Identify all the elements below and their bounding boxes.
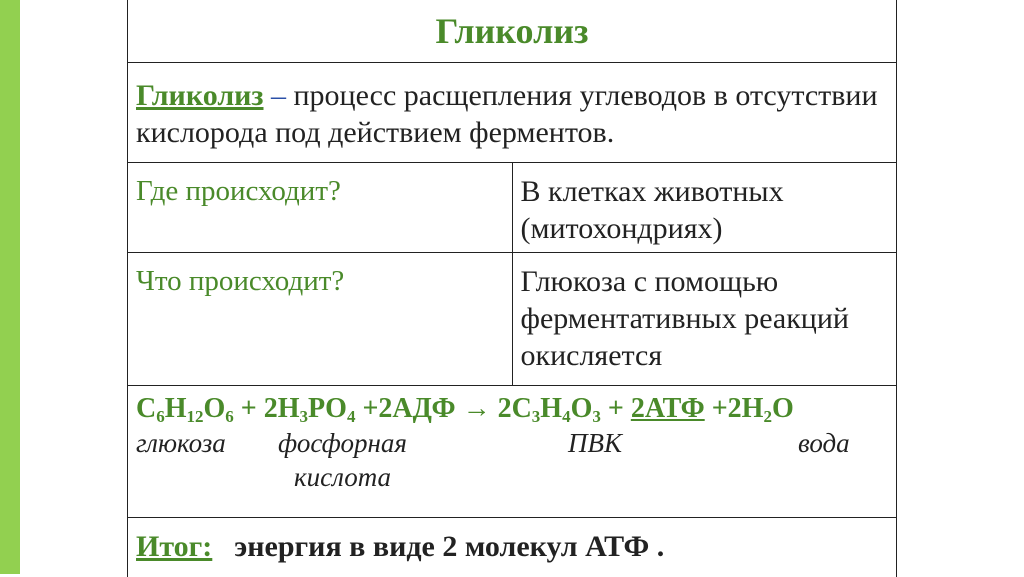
glucose-c-count: 6 — [156, 406, 165, 426]
atp-term: 2АТФ — [630, 392, 705, 424]
definition-dash: – — [263, 78, 294, 112]
summary-cell — [128, 517, 897, 577]
glucose-h: H — [164, 392, 187, 424]
what-question: Что происходит? — [128, 252, 513, 385]
pvk-c-count: 3 — [531, 406, 541, 426]
compound-names — [136, 426, 896, 502]
definition-cell — [128, 62, 897, 162]
name-water: вода — [798, 427, 850, 458]
definition-term: Гликолиз — [136, 78, 264, 112]
definition-text: процесс расщепления углеводов в отсутствии кислорода под действием ферментов. — [136, 78, 878, 149]
water-coef: +2 — [704, 392, 742, 424]
where-question: Где происходит? — [128, 162, 513, 252]
phosphoric-o-count: 4 — [346, 406, 356, 426]
summary-text: энергия в виде 2 молекул АТФ . — [234, 529, 665, 563]
where-answer: В клетках животных (митохондриях) — [512, 162, 897, 252]
phosphoric-h-count: 3 — [299, 406, 309, 426]
pvk-h-count: 4 — [562, 406, 571, 426]
water-o: O — [771, 392, 794, 424]
glycolysis-table — [127, 0, 897, 577]
glucose-h-count: 12 — [186, 406, 204, 426]
pvk-o: O — [570, 392, 593, 424]
glucose-o: O — [203, 392, 226, 424]
name-glucose: глюкоза — [136, 427, 226, 458]
name-phosphoric: фосфорная — [278, 427, 407, 458]
phosphoric-po: PO — [308, 392, 347, 424]
accent-bar — [0, 0, 20, 574]
name-acid: кислота — [294, 461, 392, 492]
phosphoric-coef: 2 — [263, 392, 278, 424]
slide-title: Гликолиз — [128, 0, 897, 62]
equation-cell — [128, 385, 897, 517]
glucose-c: C — [136, 392, 157, 424]
reaction-arrow: → — [462, 392, 491, 424]
water-h: H — [741, 392, 764, 424]
plus-sign: + — [600, 392, 631, 424]
name-pvk: ПВК — [568, 427, 622, 458]
pvk-o-count: 3 — [592, 406, 601, 426]
what-answer: Глюкоза с помощью ферментативных реакций окисляется — [512, 252, 897, 385]
plus-sign: + — [233, 392, 264, 424]
phosphoric-h: H — [277, 392, 300, 424]
pvk-c: C — [511, 392, 532, 424]
glucose-o-count: 6 — [225, 406, 234, 426]
pvk-coef: 2 — [490, 392, 512, 424]
summary-label: Итог: — [136, 529, 213, 563]
water-h-count: 2 — [763, 406, 772, 426]
glycolysis-equation — [136, 392, 896, 426]
adp-term: +2АДФ — [355, 392, 463, 424]
pvk-h: H — [540, 392, 563, 424]
